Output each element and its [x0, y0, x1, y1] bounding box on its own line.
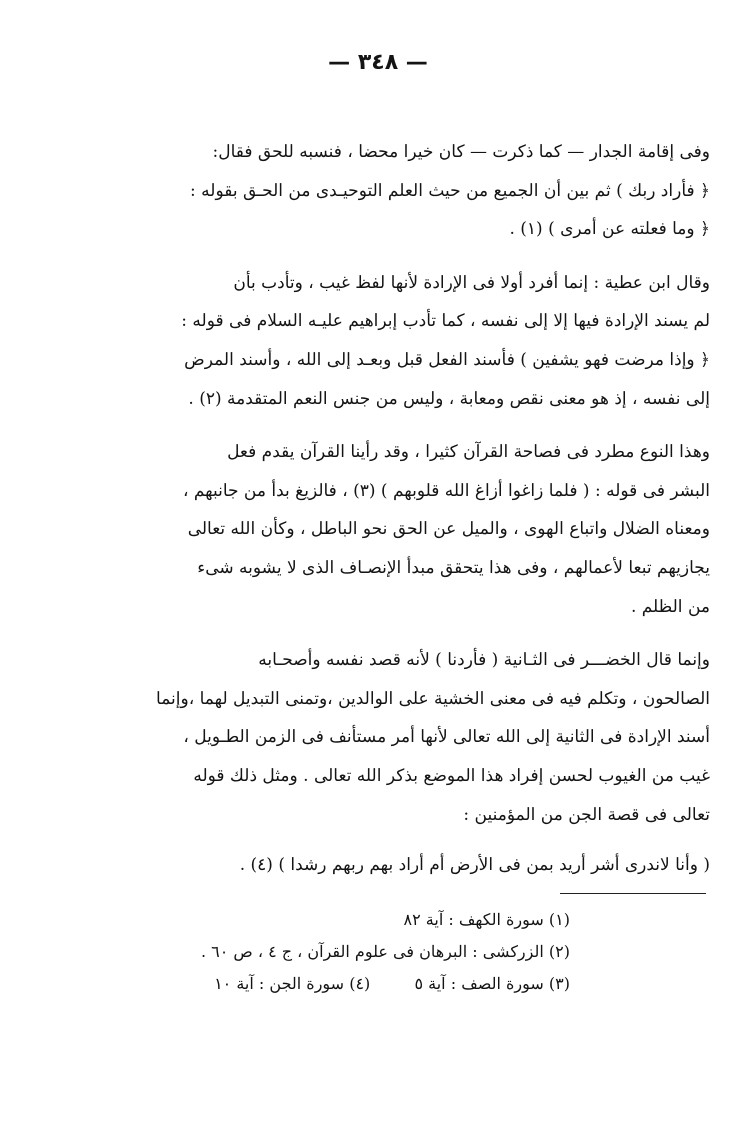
footnotes	[90, 904, 570, 1000]
footnote-text: سورة الجن : آية ١٠	[214, 974, 345, 993]
page-number: — ٣٤٨ —	[328, 50, 428, 75]
paragraph-1	[48, 133, 710, 249]
text-line: ﴿ وإذا مرضت فهو يشفين ) فأسند الفعل قبل وبعـد إلى الله ، وأسند المرض	[184, 349, 710, 370]
text-line: ومعناه الضلال واتباع الهوى ، والميل عن الحق نحو الباطل ، وكأن الله تعالى	[187, 519, 710, 540]
footnote-mark: (٤)	[349, 974, 371, 993]
footnote-mark: (٣)	[548, 974, 570, 993]
paragraph-5	[48, 846, 710, 885]
text-line: من الظلم .	[630, 596, 710, 617]
footnote-mark: (٢)	[548, 942, 570, 961]
footnote-text: سورة الكهف : آية ٨٢	[403, 910, 544, 929]
text-line: وقال ابن عطية : إنما أفرد أولا فى الإرادة لأنها لفظ غيب ، وتأدب بأن	[233, 272, 710, 293]
text-line: يجازيهم تبعا لأعمالهم ، وفى هذا يتحقق مبدأ الإنصـاف الذى لا يشوبه شىء	[197, 557, 710, 578]
text-line: وفى إقامة الجدار — كما ذكرت — كان خيرا محضا ، فنسبه للحق فقال:	[212, 142, 710, 162]
body-text	[48, 133, 710, 885]
text-line: إلى نفسه ، إذ هو معنى نقص ومعابة ، وليس من جنس النعم المتقدمة (٢) .	[188, 388, 710, 409]
text-line: وهذا النوع مطرد فى فصاحة القرآن كثيرا ، وقد رأينا القرآن يقدم فعل	[227, 442, 710, 463]
footnote-row-3-4	[90, 968, 570, 1000]
footnote-1	[90, 904, 570, 936]
footnote-divider	[560, 893, 706, 894]
text-line: لم يسند الإرادة فيها إلا إلى نفسه ، كما تأدب إبراهيم عليـه السلام فى قوله :	[181, 311, 710, 332]
footnote-text: الزركشى : البرهان فى علوم القرآن ، ج ٤ ، ص ٦٠ .	[200, 942, 544, 961]
footnote-mark: (١)	[548, 910, 570, 929]
text-line: تعالى فى قصة الجن من المؤمنين :	[463, 804, 710, 825]
paragraph-3	[48, 433, 710, 626]
text-line: ( وأنا لاندرى أشر أريد بمن فى الأرض أم أراد بهم ربهم رشدا ) (٤) .	[239, 855, 710, 876]
text-line: ﴿ فأراد ربك ) ثم بين أن الجميع من حيث العلم التوحيـدى من الحـق بقوله :	[190, 180, 710, 201]
text-line: الصالحون ، وتكلم فيه فى معنى الخشية على الوالدين ،وتمنى التبديل لهما ،وإنما	[156, 688, 710, 709]
footnote-2	[90, 936, 570, 968]
text-line: ﴿ وما فعلته عن أمرى ) (١) .	[509, 219, 710, 240]
text-line: أسند الإرادة فى الثانية إلى الله تعالى لأنها أمر مستأنف فى الزمن الطـويل ،	[183, 727, 710, 748]
text-line: البشر فى قوله : ( فلما زاغوا أزاغ الله قلوبهم ) (٣) ، فالزيغ بدأ من جانبهم ،	[182, 480, 710, 501]
paragraph-2	[48, 264, 710, 418]
paragraph-4	[48, 641, 710, 834]
text-line: وإنما قال الخضـــر فى الثـانية ( فأردنا ) لأنه قصد نفسه وأصحـابه	[258, 650, 710, 671]
text-line: غيب من الغيوب لحسن إفراد هذا الموضع بذكر الله تعالى . ومثل ذلك قوله	[193, 765, 710, 786]
footnote-text: سورة الصف : آية ٥	[414, 974, 544, 993]
